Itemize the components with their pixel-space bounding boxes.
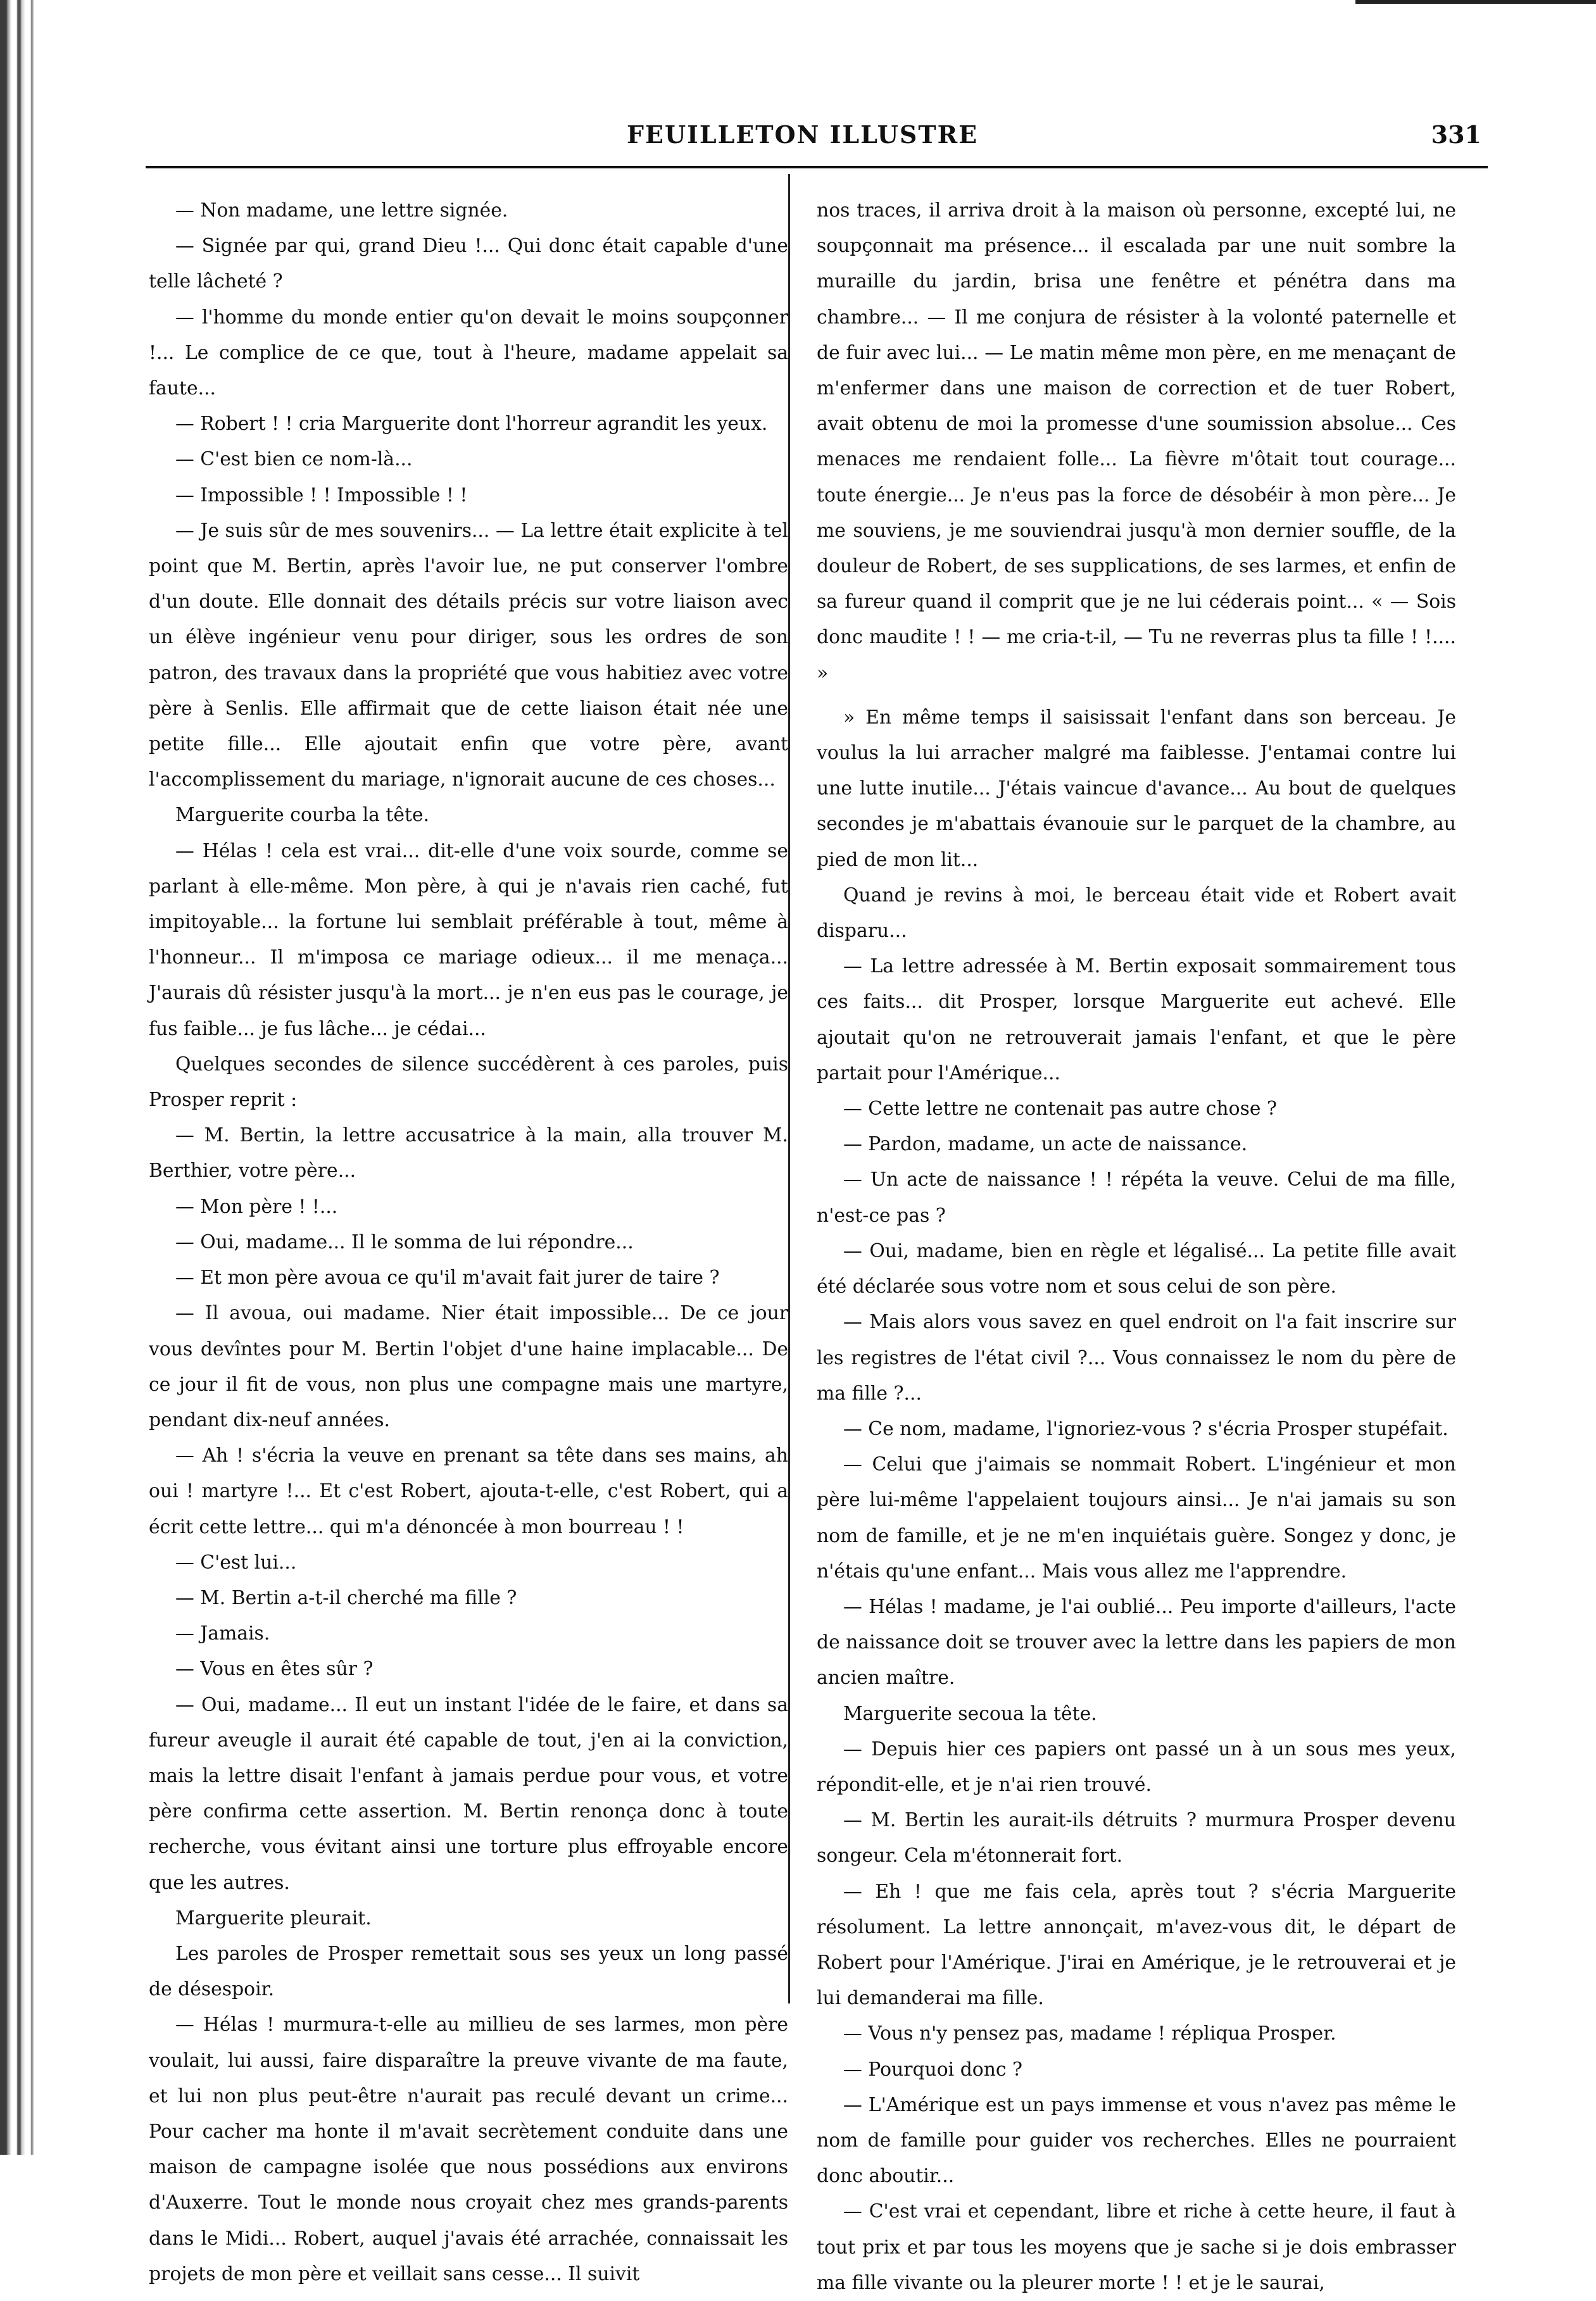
paragraph: Marguerite pleurait. <box>175 1907 372 1929</box>
paragraph: — Vous en êtes sûr ? <box>175 1658 374 1681</box>
paragraph: — Ce nom, madame, l'ignoriez-vous ? s'écria Prosper stupéfait. <box>843 1417 1448 1440</box>
paragraph: — Et mon père avoua ce qu'il m'avait fait jurer de taire ? <box>175 1267 720 1289</box>
paragraph: Les paroles de Prosper remettait sous ses yeux un long passé de désespoir. <box>149 1942 788 2001</box>
paragraph: — La lettre adressée à M. Bertin exposait sommairement tous ces faits... dit Prosper, lorsque Marguerite eut achevé. Elle ajoutait qu'on ne retrouverait jamais l'enfant, et que le père partait pour l'Amérique... <box>817 955 1456 1084</box>
paragraph: — Je suis sûr de mes souvenirs... — La lettre était explicite à tel point que M. Bertin, après l'avoir lue, ne put conserver l'ombre d'un doute. Elle donnait des détails précis sur votre liaison avec un élève ingénieur venu pour diriger, sous les ordres de son patron, des travaux dans la propriété que vous habitiez avec votre père à Senlis. Elle affirmait que de cette liaison était née une petite fille... Elle ajoutait enfin que votre père, avant l'accomplissement du mariage, n'ignorait aucune de ces choses... <box>149 519 788 791</box>
paragraph: — M. Bertin les aurait-ils détruits ? murmura Prosper devenu songeur. Cela m'étonnerait fort. <box>817 1809 1456 1867</box>
paragraph: Quelques secondes de silence succédèrent à ces paroles, puis Prosper reprit : <box>149 1053 788 1112</box>
page-header <box>146 108 1488 152</box>
paragraph: — Il avoua, oui madame. Nier était impossible... De ce jour vous devîntes pour M. Bertin l'objet d'une haine implacable... De ce jour il fit de vous, non plus une compagne mais une martyre, pendant dix-neuf années. <box>149 1302 788 1431</box>
paragraph: — Vous n'y pensez pas, madame ! répliqua Prosper. <box>843 2022 1336 2045</box>
paragraph: — Hélas ! cela est vrai... dit-elle d'une voix sourde, comme se parlant à elle-même. Mon père, à qui je n'avais rien caché, fut impitoyable... la fortune lui semblait préférable à tout, même à l'honneur... Il m'imposa ce mariage odieux... il me menaça... J'aurais dû résister jusqu'à la mort... je n'en eus pas le courage, je fus faible... je fus lâche... je cédai... <box>149 839 788 1040</box>
paragraph: — Jamais. <box>175 1622 270 1645</box>
paragraph: — Pourquoi donc ? <box>843 2058 1023 2081</box>
paragraph: Marguerite courba la tête. <box>175 804 430 827</box>
paragraph: — C'est lui... <box>175 1551 297 1574</box>
paragraph: — l'homme du monde entier qu'on devait le moins soupçonner !... Le complice de ce que, tout à l'heure, madame appelait sa faute... <box>149 306 788 400</box>
paragraph: — Hélas ! madame, je l'ai oublié... Peu importe d'ailleurs, l'acte de naissance doit se trouver avec la lettre dans les papiers de mon ancien maître. <box>817 1595 1456 1690</box>
paragraph: — Oui, madame... Il eut un instant l'idée de le faire, et dans sa fureur aveugle il aurait été capable de tout, j'en ai la conviction, mais la lettre disait l'enfant à jamais perdue pour vous, et votre père confirma cette assertion. M. Bertin renonça donc à toute recherche, vous évitant ainsi une torture plus effroyable encore que les autres. <box>149 1693 788 1894</box>
paragraph: — Hélas ! murmura-t-elle au millieu de ses larmes, mon père voulait, lui aussi, faire disparaître la preuve vivante de ma faute, et lui non plus peut-être n'aurait pas reculé devant un crime... Pour cacher ma honte il m'avait secrètement conduite dans une maison de campagne isolée que nous possédions aux environs d'Auxerre. Tout le monde nous croyait chez mes grands-parents dans le Midi... Robert, auquel j'avais été arrachée, connaissait les projets de mon père et veillait sans cesse... Il suivit <box>149 2014 788 2285</box>
paragraph: — Celui que j'aimais se nommait Robert. L'ingénieur et mon père lui-même l'appelaient toujours ainsi... Je n'ai jamais su son nom de famille, et je ne m'en inquiétais guère. Songez y donc, je n'étais qu'une enfant... Mais vous allez me l'apprendre. <box>817 1453 1456 1583</box>
paragraph: Marguerite secoua la tête. <box>843 1702 1097 1725</box>
paragraph: — Non madame, une lettre signée. <box>175 199 508 222</box>
paragraph: — Un acte de naissance ! ! répéta la veuve. Celui de ma fille, n'est-ce pas ? <box>817 1169 1456 1227</box>
paragraph: — C'est vrai et cependant, libre et riche à cette heure, il faut à tout prix et par tous les moyens que je sache si je dois embrasser ma fille vivante ou la pleurer morte ! ! et je le saurai, <box>817 2200 1456 2294</box>
paragraph: — Pardon, madame, un acte de naissance. <box>843 1133 1248 1156</box>
header-rule <box>146 166 1488 168</box>
paragraph: — L'Amérique est un pays immense et vous n'avez pas même le nom de famille pour guider vos recherches. Elles ne pourraient donc aboutir... <box>817 2093 1456 2188</box>
paragraph: — Ah ! s'écria la veuve en prenant sa tête dans ses mains, ah oui ! martyre !... Et c'est Robert, ajouta-t-elle, c'est Robert, qui a écrit cette lettre... qui m'a dénoncée à mon bourreau ! ! <box>149 1445 788 1538</box>
paragraph: nos traces, il arriva droit à la maison où personne, excepté lui, ne soupçonnait ma présence... il escalada par une nuit sombre la muraille du jardin, brisa une fenêtre et pénétra dans ma chambre... — Il me conjura de résister à la volonté paternelle et de fuir avec lui... — Le matin même mon père, en me menaçant de m'enfermer dans une maison de correction et de tuer Robert, avait obtenu de moi la promesse d'une soumission absolue... Ces menaces me rendaient folle... La fièvre m'ôtait tout courage... toute énergie... Je n'eus pas la force de désobéir à mon père... Je me souviens, je me souviendrai jusqu'à mon dernier souffle, de la douleur de Robert, de ses supplications, de ses larmes, et enfin de sa fureur quand il comprit que je ne lui céderais point... « — Sois donc maudite ! ! — me cria-t-il, — Tu ne reverras plus ta fille ! !.... » <box>817 199 1456 684</box>
paragraph: — Oui, madame... Il le somma de lui répondre... <box>175 1231 634 1253</box>
paragraph: — Mon père ! !... <box>175 1195 338 1218</box>
paragraph: — Cette lettre ne contenait pas autre chose ? <box>843 1098 1277 1120</box>
paragraph: Quand je revins à moi, le berceau était vide et Robert avait disparu... <box>817 884 1456 943</box>
left-column <box>149 193 788 2292</box>
paragraph: » En même temps il saisissait l'enfant dans son berceau. Je voulus la lui arracher malgré ma faiblesse. J'entamai contre lui une lutte inutile... J'étais vaincue d'avance... Au bout de quelques secondes je m'abattais évanouie sur le parquet de la chambre, au pied de mon lit... <box>817 706 1456 871</box>
paragraph: — C'est bien ce nom-là... <box>175 448 413 471</box>
paragraph: — Signée par qui, grand Dieu !... Qui donc était capable d'une telle lâcheté ? <box>149 235 788 293</box>
paragraph: — Depuis hier ces papiers ont passé un à un sous mes yeux, répondit-elle, et je n'ai rien trouvé. <box>817 1738 1456 1796</box>
paragraph: — Oui, madame, bien en règle et légalisé... La petite fille avait été déclarée sous votre nom et sous celui de son père. <box>817 1239 1456 1298</box>
page-number: 331 <box>1431 120 1481 149</box>
right-column <box>817 193 1456 2301</box>
paragraph: — Impossible ! ! Impossible ! ! <box>175 484 468 506</box>
paragraph: — M. Bertin a-t-il cherché ma fille ? <box>175 1586 517 1609</box>
paragraph: — Robert ! ! cria Marguerite dont l'horreur agrandit les yeux. <box>175 413 768 436</box>
paragraph: — M. Bertin, la lettre accusatrice à la main, alla trouver M. Berthier, votre père... <box>149 1124 788 1182</box>
scan-corner-rule <box>1355 0 1596 4</box>
column-divider <box>788 174 790 2003</box>
paragraph: — Mais alors vous savez en quel endroit on l'a fait inscrire sur les registres de l'état civil ?... Vous connaissez le nom du père de ma fille ?... <box>817 1311 1456 1405</box>
scan-binding-edge <box>0 0 70 2155</box>
paragraph: — Eh ! que me fais cela, après tout ? s'écria Marguerite résolument. La lettre annonçait, m'avez-vous dit, le départ de Robert pour l'Amérique. J'irai en Amérique, je le retrouverai et je lui demanderai ma fille. <box>817 1880 1456 2010</box>
running-title: FEUILLETON ILLUSTRE <box>627 120 979 149</box>
